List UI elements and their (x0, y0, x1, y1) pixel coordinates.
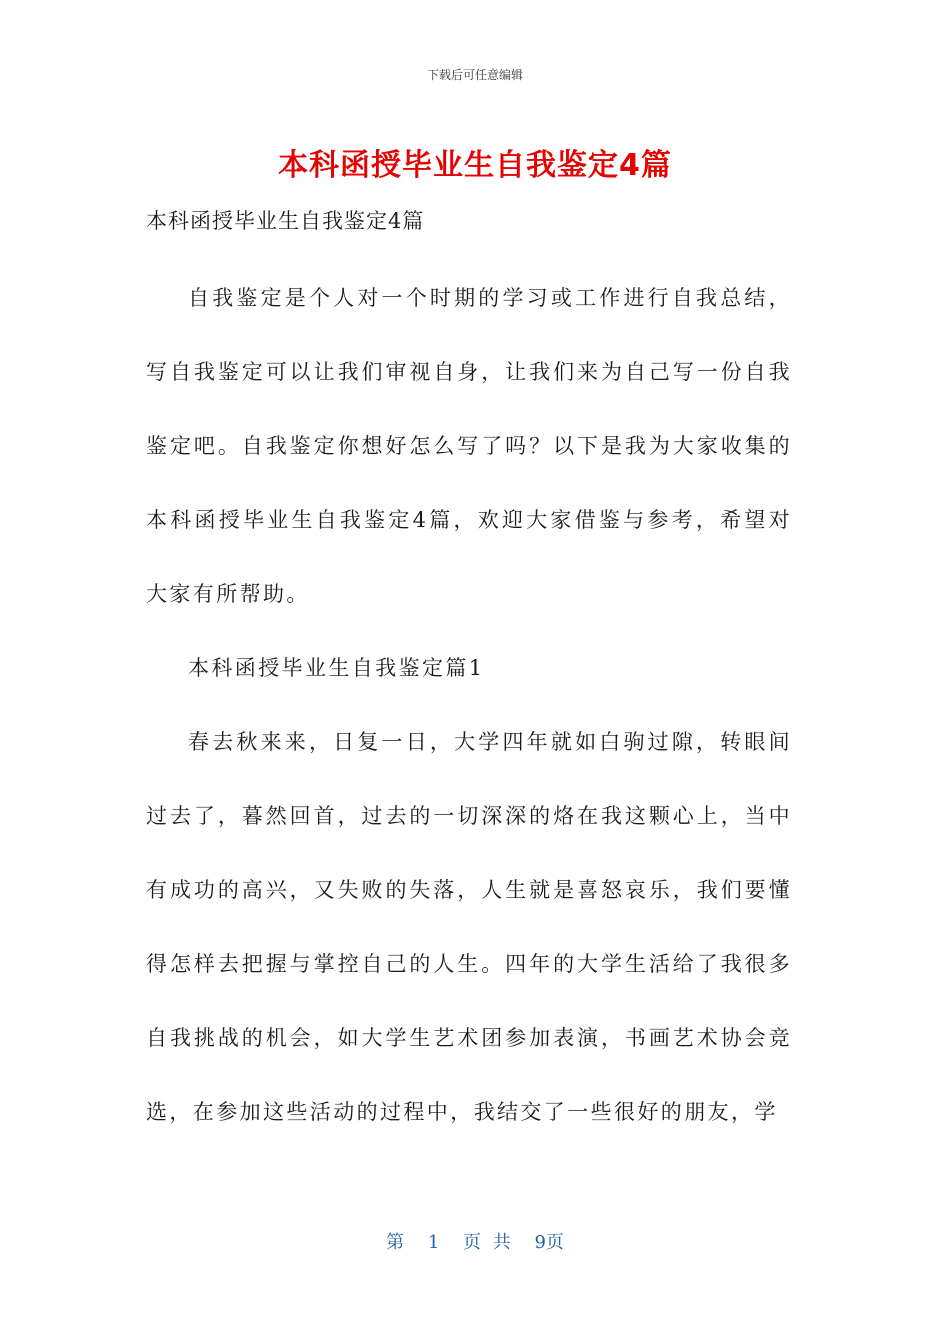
footer-middle: 页 共 (463, 1232, 511, 1253)
section-body-paragraph: 春去秋来来，日复一日，大学四年就如白驹过隙，转眼间过去了，暮然回首，过去的一切深深的烙在我这颗心上，当中有成功的高兴，又失败的失落，人生就是喜怒哀乐，我们要懂得怎样去把握与掌控自己的人生。四年的大学生活给了我很多自我挑战的机会，如大学生艺术团参加表演，书画艺术协会竞选，在参加这些活动的过程中，我结交了一些很好的朋友，学 (146, 730, 792, 1124)
footer-prefix: 第 (386, 1232, 405, 1253)
header-note: 下载后可任意编辑 (426, 68, 523, 82)
section-heading: 本科函授毕业生自我鉴定篇1 (188, 656, 485, 680)
footer-total-pages: 9页 (534, 1232, 564, 1253)
document-title: 本科函授毕业生自我鉴定4篇 (278, 148, 672, 183)
footer-current-page: 1 (427, 1232, 440, 1253)
page-footer (0, 1228, 950, 1254)
intro-paragraph: 自我鉴定是个人对一个时期的学习或工作进行自我总结，写自我鉴定可以让我们审视自身，让我们来为自己写一份自我鉴定吧。自我鉴定你想好怎么写了吗？以下是我为大家收集的本科函授毕业生自我鉴定4篇，欢迎大家借鉴与参考，希望对大家有所帮助。 (146, 286, 792, 606)
document-subtitle: 本科函授毕业生自我鉴定4篇 (146, 209, 425, 233)
